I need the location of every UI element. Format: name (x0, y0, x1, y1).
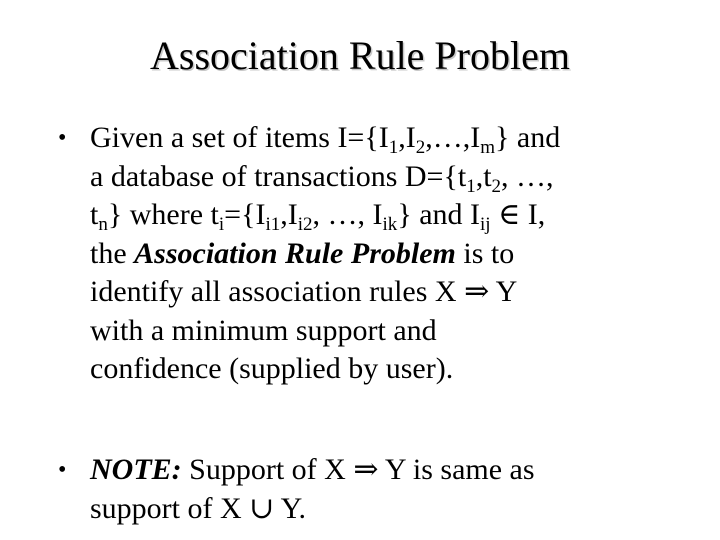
bullet-text (90, 451, 535, 528)
bullet-text (90, 119, 560, 389)
bullet-marker: • (58, 457, 67, 483)
bullet1-line-1: Given a set of items $I=\{I_1,I_2,\dots,I_m\}$ and (90, 121, 561, 158)
bullet1-line-5: identify all association rules X ⇒ Y (90, 275, 518, 308)
note-label: NOTE: (90, 453, 182, 486)
bullet-marker: • (58, 125, 67, 151)
bullet1-line-4: the Association Rule Problem is to (90, 236, 515, 270)
bullet-association-rule-problem (58, 119, 560, 389)
bullet1-line-3: $t_n$} where $t_i=\{I_{i1},I_{i2}$, …, $I_{ik}$} and $I_{ij}$ ∈ I, (90, 198, 546, 235)
bullet2-line-2: support of X ∪ Y. (90, 491, 306, 525)
bullet1-line-2: a database of transactions $D=\{t_1,t_2$, …, (90, 159, 554, 197)
bullet1-line-7: confidence (supplied by user). (90, 352, 454, 385)
emphasized-term: Association Rule Problem (134, 236, 456, 270)
slide-title: Association Rule Problem (150, 33, 570, 78)
bullet-note (58, 451, 535, 528)
bullet2-line-1: NOTE: Support of X ⇒ Y is same as (90, 453, 535, 486)
bullet1-line-6: with a minimum support and (90, 313, 437, 347)
